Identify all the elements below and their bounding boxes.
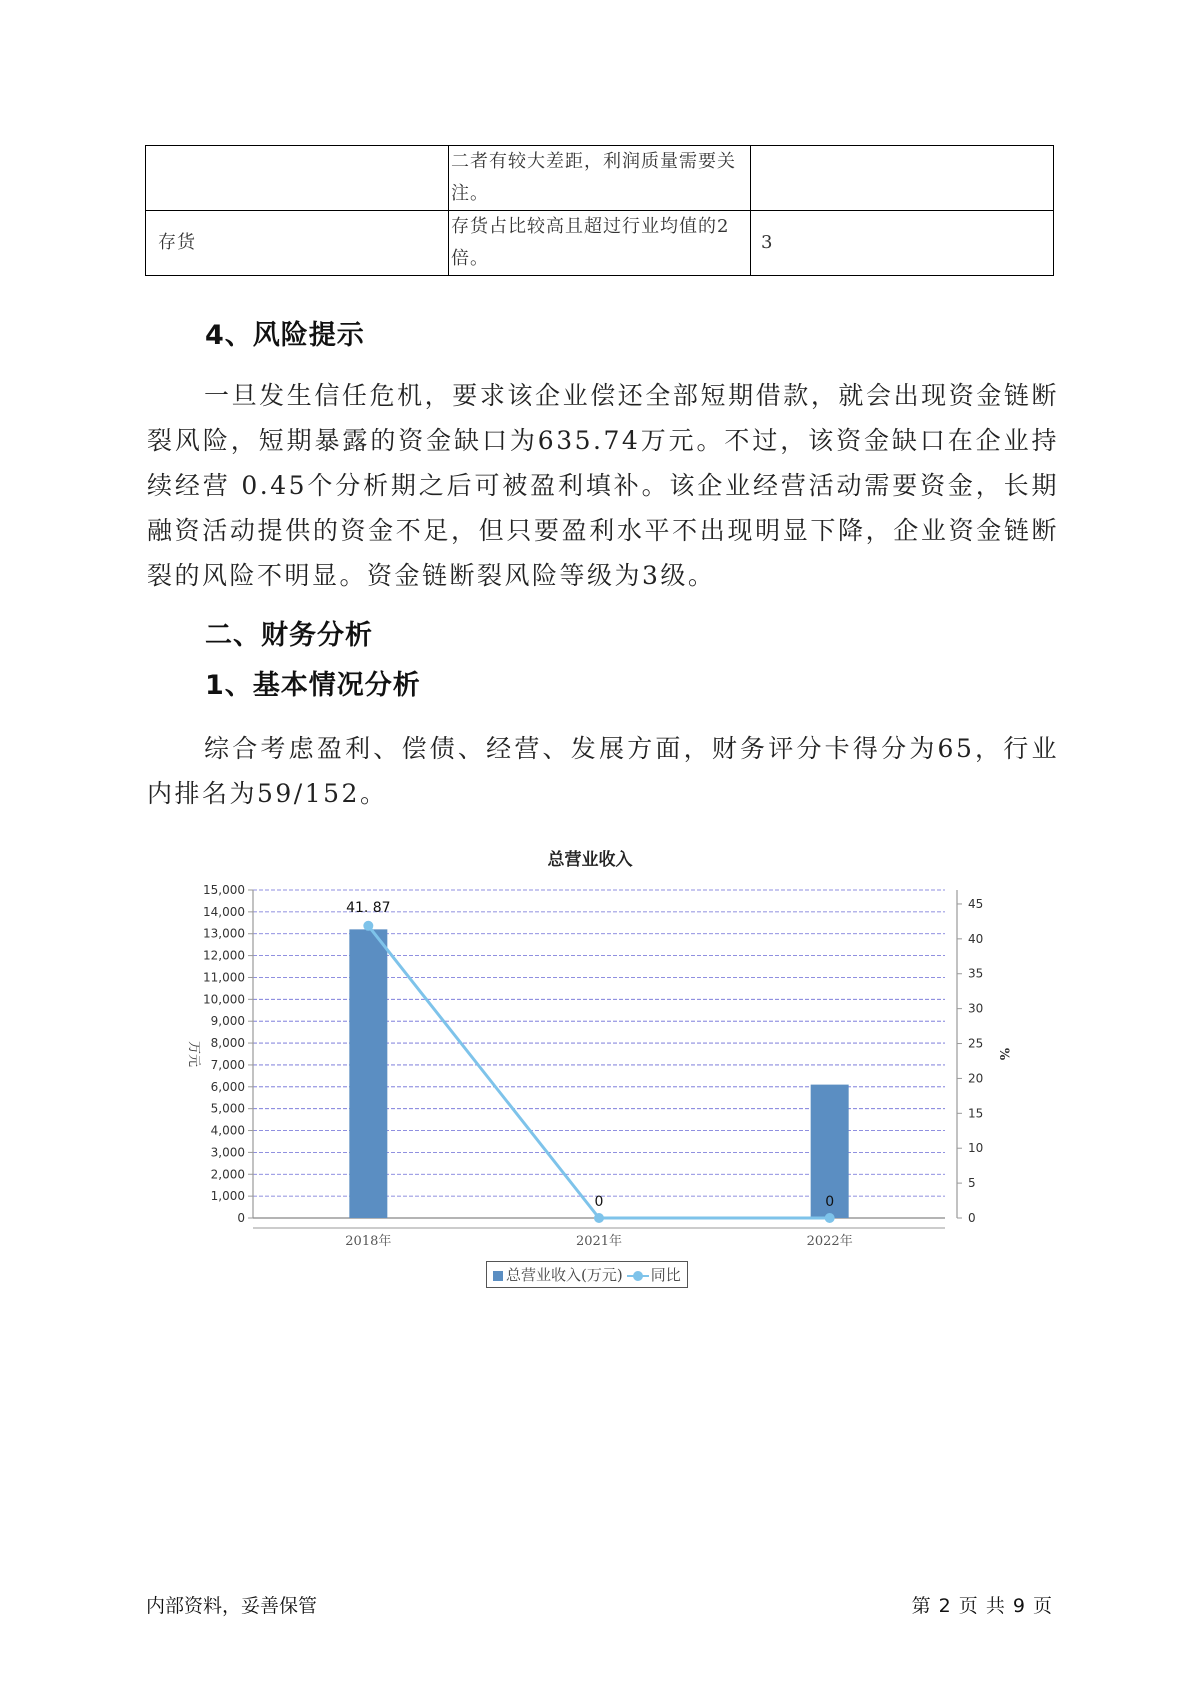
y2-axis-title: % (996, 1047, 1011, 1061)
risk-table (145, 145, 1054, 276)
y-tick-label: 2,000 (210, 1167, 245, 1182)
y-tick-label: 14,000 (203, 904, 245, 919)
y-axis-title: 万元 (186, 1040, 201, 1068)
yoy-point (594, 1213, 604, 1223)
legend-item-yoy: 同比 (650, 1266, 681, 1284)
y2-tick-label: 40 (968, 931, 984, 946)
y2-tick-label: 45 (968, 896, 984, 911)
legend-item-revenue: 总营业收入(万元) (506, 1266, 623, 1284)
x-tick-label: 2018年 (345, 1234, 392, 1249)
table-cell-item: 存货 (146, 211, 449, 276)
yoy-point (825, 1213, 835, 1223)
data-label: 41. 87 (346, 899, 391, 916)
y-tick-label: 0 (237, 1211, 245, 1225)
table-cell-score (751, 146, 1054, 211)
y2-tick-label: 20 (968, 1071, 984, 1086)
revenue-chart (150, 835, 1030, 1295)
y-tick-label: 13,000 (203, 926, 245, 941)
table-cell-description: 二者有较大差距，利润质量需要关注。 (449, 146, 751, 211)
chart-legend (486, 1261, 688, 1288)
y2-tick-label: 35 (968, 966, 984, 981)
risk-heading: 4、风险提示 (205, 320, 365, 351)
legend-line-swatch (627, 1271, 649, 1281)
chart-canvas (150, 835, 1030, 1295)
y2-tick-label: 10 (968, 1141, 984, 1156)
data-label: 0 (825, 1194, 835, 1210)
finance-heading: 二、财务分析 (205, 620, 373, 651)
risk-paragraph: 一旦发生信任危机，要求该企业偿还全部短期借款，就会出现资金链断裂风险，短期暴露的资金缺口为635.74万元。不过，该资金缺口在企业持续经营 0.45个分析期之后可被盈利填补。该企业经营活动需要资金，长期融资活动提供的资金不足，但只要盈利水平不出现明显下降，企业资金链断裂的风险不明显。资金链断裂风险等级为3级。 (147, 381, 1059, 590)
y-tick-label: 15,000 (203, 883, 245, 897)
table-row (146, 146, 1054, 211)
y-tick-label: 11,000 (203, 970, 245, 985)
footer-page-number: 第 2 页 共 9 页 (911, 1595, 1053, 1617)
chart-title: 总营业收入 (547, 850, 633, 870)
y-tick-label: 10,000 (203, 992, 245, 1007)
y-tick-label: 1,000 (210, 1189, 245, 1204)
table-cell-item (146, 146, 449, 211)
table-row (146, 211, 1054, 276)
y2-tick-label: 15 (968, 1106, 984, 1121)
x-tick-label: 2021年 (575, 1234, 623, 1249)
y-tick-label: 8,000 (210, 1036, 245, 1051)
y-tick-label: 4,000 (210, 1123, 245, 1138)
y2-tick-label: 0 (968, 1211, 976, 1225)
y2-tick-label: 5 (968, 1176, 976, 1191)
table-cell-description: 存货占比较高且超过行业均值的2倍。 (449, 211, 751, 276)
legend-bar-swatch (493, 1271, 503, 1281)
y-tick-label: 3,000 (210, 1145, 245, 1160)
yoy-point (363, 921, 373, 931)
basic-analysis-paragraph: 综合考虑盈利、偿债、经营、发展方面，财务评分卡得分为65，行业内排名为59/152。 (147, 734, 1059, 808)
bar (349, 929, 387, 1218)
y-tick-label: 9,000 (210, 1014, 245, 1029)
y2-tick-label: 25 (968, 1036, 984, 1051)
y-tick-label: 5,000 (210, 1101, 245, 1116)
footer-confidential: 内部资料，妥善保管 (146, 1595, 318, 1617)
y-tick-label: 7,000 (210, 1057, 245, 1072)
table-cell-score: 3 (751, 211, 1054, 276)
y2-tick-label: 30 (968, 1001, 984, 1016)
x-tick-label: 2022年 (806, 1234, 853, 1249)
data-label: 0 (594, 1194, 604, 1210)
y-tick-label: 12,000 (203, 948, 245, 963)
basic-analysis-heading: 1、基本情况分析 (205, 670, 421, 701)
y-tick-label: 6,000 (210, 1079, 245, 1094)
